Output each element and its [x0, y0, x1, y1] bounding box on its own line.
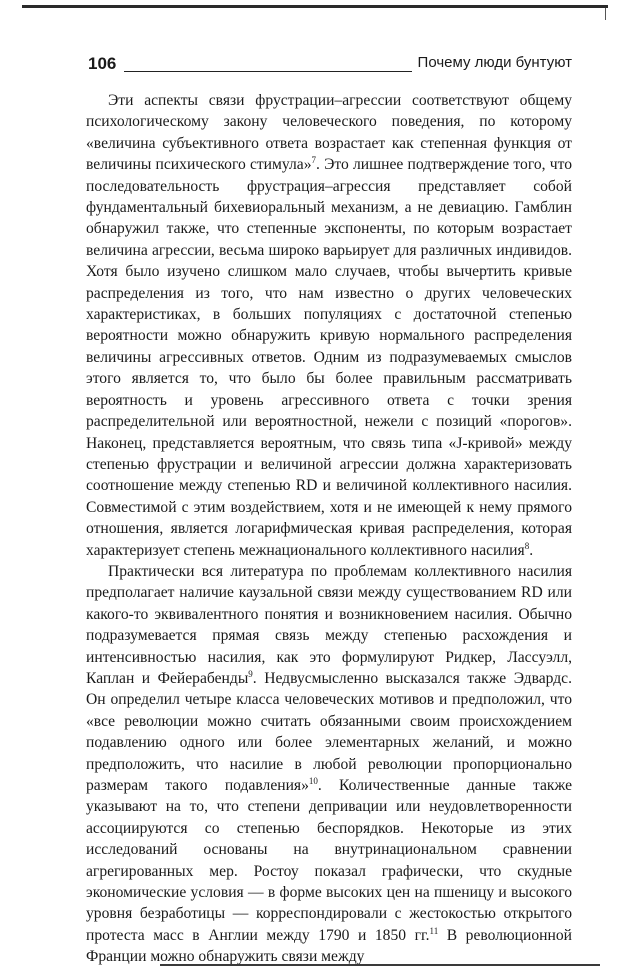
text-run: . Это лишнее подтверждение того, что последовательность фрустрация–агрессия представляет собой фундаментальный бихевиоральный механизм, а не девиацию. Гамблин обнаружил также, что степенные экспоненты, по которым возрастает величина агрессии, весьма широко варьирует для различных индивидов. Хотя было изучено слишком мало случаев, чтобы вычертить кривые распределения из того, что нам известно о других человеческих характеристиках, в больших популяциях с достаточной степенью вероятности можно обнаружить кривую нормального распределения величины агрессивных ответов. Одним из подразумеваемых смыслов этого является то, что было бы более правильным рассматривать вероятность и уровень агрессивного ответа с точки зрения распределительной или вероятностной, нежели с позиций «порогов». Наконец, представляется вероятным, что связь типа «J-кривой» между степенью фрустрации и величиной агрессии должна характеризовать соотношение между степенью RD и величиной коллективного насилия. Совместимой с этим воздействием, хотя и не имеющей к нему прямого отношения, является логарифмическая кривая распределения, которая характеризует степень межнационального коллективного насилия — [86, 156, 572, 559]
top-scan-rule — [22, 5, 608, 8]
page-header — [88, 54, 572, 78]
text-run: . — [529, 541, 534, 559]
paragraph-1 — [86, 90, 572, 561]
text-run: . Количественные данные также указывают на то, что степени депривации или неудовлетворенности ассоциируются со степенью беспорядков. Некоторые из этих исследований основаны на внутринациональном сравнении агрегированных мер. Ростоу показал графически, что скудные экономические условия — в форме высоких цен на пшеницу и высокого уровня безработицы — корреспондировали с жестокостью открытого протеста масс в Англии между 1790 и 1850 гг. — [86, 777, 572, 944]
header-rule — [124, 71, 412, 72]
footnote-ref-9: 9 — [248, 668, 253, 679]
bottom-scan-rule — [160, 964, 600, 966]
footnote-ref-11: 11 — [429, 925, 439, 936]
text-run: Практически вся литература по проблемам коллективного насилия предполагает наличие каузальной связи между существованием RD или какого-то эквивалентного понятия и возникновением насилия. Обычно подразумевается прямая связь между степенью расхождения и интенсивностью насилия, как это формулируют Ридкер, Лассуэлл, Каплан и Фейерабенды — [86, 562, 572, 687]
footnote-ref-7: 7 — [311, 155, 317, 166]
body-text — [86, 90, 572, 968]
corner-mark — [605, 8, 612, 20]
text-run: В революционной Франции можно обнаружить связи между — [86, 926, 572, 966]
page-number: 106 — [88, 54, 117, 73]
running-title: Почему люди бунтуют — [417, 54, 572, 71]
footnote-ref-8: 8 — [524, 540, 530, 551]
text-run: . Недвусмысленно высказался также Эдвардс. Он определил четыре класса человеческих мотивов и предположил, что «все революции можно считать обязанными своим происхождением подавлению одного или более элементарных желаний, и можно предположить, что насилие в любой революции пропорционально размерам такого подавления» — [86, 669, 573, 794]
paragraph-2 — [86, 561, 572, 968]
text-run: Эти аспекты связи фрустрации–агрессии соответствуют общему психологическому закону человеческого поведения, по которому «величина субъективного ответа возрастает как степенная функция от величины психического стимула» — [86, 92, 572, 174]
footnote-ref-10: 10 — [308, 775, 318, 786]
